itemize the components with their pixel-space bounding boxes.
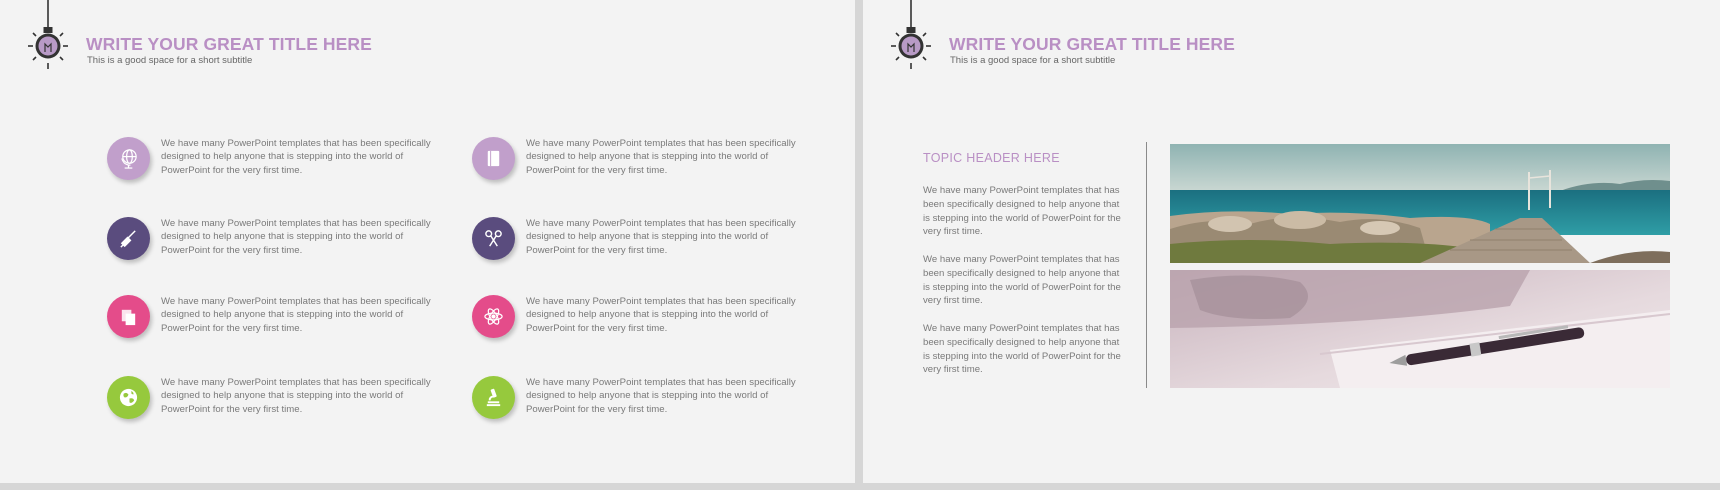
atom-icon — [472, 295, 515, 338]
book-icon — [472, 137, 515, 180]
earth-icon — [107, 376, 150, 419]
slide-subtitle: This is a good space for a short subtitle — [87, 55, 253, 66]
topic-paragraph: We have many PowerPoint templates that has been specifically designed to help anyone that is stepping into the world of PowerPoint for the very first time. — [923, 254, 1121, 307]
feature-text: We have many PowerPoint templates that has been specifically designed to help anyone that is stepping into the world of PowerPoint for the very first time. — [161, 296, 431, 334]
feature-text: We have many PowerPoint templates that has been specifically designed to help anyone that is stepping into the world of PowerPoint for the very first time. — [161, 218, 431, 256]
feature-text: We have many PowerPoint templates that has been specifically designed to help anyone that is stepping into the world of PowerPoint for the very first time. — [526, 138, 796, 176]
topic-paragraph: We have many PowerPoint templates that has been specifically designed to help anyone that is stepping into the world of PowerPoint for the very first time. — [923, 185, 1121, 238]
topic-header: TOPIC HEADER HERE — [923, 151, 1060, 165]
feature-text: We have many PowerPoint templates that has been specifically designed to help anyone that is stepping into the world of PowerPoint for the very first time. — [161, 138, 431, 176]
feature-text: We have many PowerPoint templates that has been specifically designed to help anyone that is stepping into the world of PowerPoint for the very first time. — [161, 377, 431, 415]
feature-text: We have many PowerPoint templates that has been specifically designed to help anyone that is stepping into the world of PowerPoint for the very first time. — [526, 377, 796, 415]
lightbulb-icon — [24, 0, 72, 76]
feature-item — [472, 217, 796, 277]
microscope-icon — [472, 376, 515, 419]
topic-paragraph: We have many PowerPoint templates that has been specifically designed to help anyone that is stepping into the world of PowerPoint for the very first time. — [923, 323, 1121, 376]
feature-item — [472, 137, 796, 197]
feature-item — [107, 217, 431, 277]
slide-title: WRITE YOUR GREAT TITLE HERE — [949, 34, 1235, 54]
divider-line — [1146, 142, 1147, 388]
feature-item — [107, 137, 431, 197]
feature-item — [107, 295, 431, 355]
lightbulb-icon — [887, 0, 935, 76]
slide-subtitle: This is a good space for a short subtitle — [950, 55, 1116, 66]
pen-notebook-photo — [1170, 270, 1670, 388]
seaside-pier-photo — [1170, 144, 1670, 263]
feature-text: We have many PowerPoint templates that has been specifically designed to help anyone that is stepping into the world of PowerPoint for the very first time. — [526, 296, 796, 334]
scissors-icon — [472, 217, 515, 260]
feature-item — [107, 376, 431, 436]
feature-text: We have many PowerPoint templates that has been specifically designed to help anyone that is stepping into the world of PowerPoint for the very first time. — [526, 218, 796, 256]
feature-item — [472, 295, 796, 355]
copy-icon — [107, 295, 150, 338]
slide-topic — [863, 0, 1720, 483]
feature-item — [472, 376, 796, 436]
broom-icon — [107, 217, 150, 260]
slide-features — [0, 0, 855, 483]
globe-grid-icon — [107, 137, 150, 180]
slide-title: WRITE YOUR GREAT TITLE HERE — [86, 34, 372, 54]
